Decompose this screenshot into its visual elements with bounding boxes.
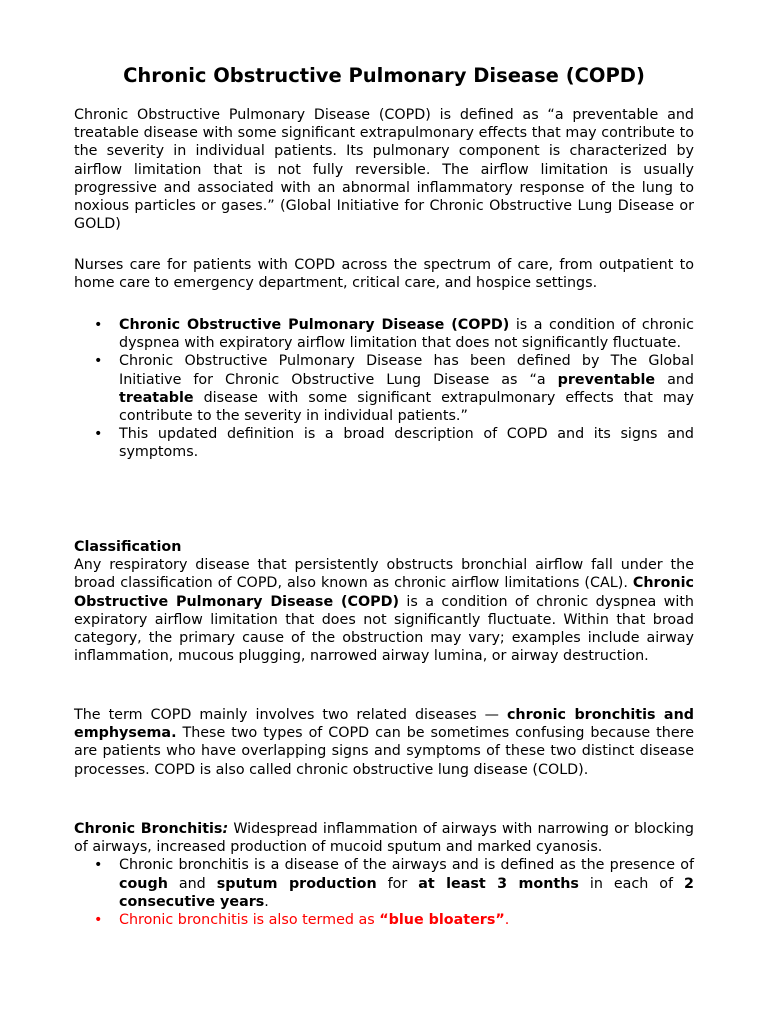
list-item-text: in each of xyxy=(578,875,685,892)
chronic-bronchitis-section xyxy=(74,820,694,929)
paragraph-text: Any respiratory disease that persistently obstructs bronchial airflow fall under the broad classification of COPD, also known as chronic airflow limitations (CAL). xyxy=(74,557,694,592)
paragraph-text: is a condition of chronic dyspnea with expiratory airflow limitation that does not significantly fluctuate. Within that broad category, the primary cause of the obstruction may vary; examples include airway inflammation, mucous plugging, narrowed airway lumina, or airway destruction. xyxy=(74,593,694,665)
bullet-icon: • xyxy=(94,317,103,333)
blue-bloaters-term: “blue bloaters” xyxy=(379,912,505,929)
paragraph-text: The term COPD mainly involves two related diseases — xyxy=(74,707,507,723)
sputum-term: sputum production xyxy=(216,875,377,892)
nurses-paragraph: Nurses care for patients with COPD across the spectrum of care, from outpatient to home care to emergency department, critical care, and hospice settings. xyxy=(74,257,694,292)
cough-term: cough xyxy=(119,875,168,892)
definition-list xyxy=(74,316,694,462)
preventable-term: preventable xyxy=(557,371,656,388)
list-item xyxy=(74,856,694,911)
list-item-text: disease with some significant extrapulmonary effects that may contribute to the severity in individual patients.” xyxy=(119,389,694,425)
years-term: 2 consecutive years xyxy=(119,875,694,910)
list-item-text: This updated definition is a broad description of COPD and its signs and symptoms. xyxy=(119,426,694,461)
page-title: Chronic Obstructive Pulmonary Disease (COPD) xyxy=(123,64,645,87)
classification-section xyxy=(74,538,694,665)
list-item xyxy=(74,316,694,352)
definition-list-block xyxy=(74,316,694,462)
list-item-text: Chronic bronchitis is also termed as xyxy=(119,912,380,929)
bullet-icon: • xyxy=(94,353,103,370)
term-paragraph xyxy=(74,706,694,779)
treatable-term: treatable xyxy=(119,389,194,406)
bronchitis-label: Chronic Bronchitis xyxy=(74,821,223,837)
classification-heading: Classification xyxy=(74,539,182,555)
list-item-text: Chronic Obstructive Pulmonary Disease has been defined by The Global Initiative for Chronic Obstructive Lung Disease as “a xyxy=(119,353,694,388)
list-item-text: is a condition of chronic dyspnea with expiratory airflow limitation that does not significantly fluctuate. xyxy=(119,317,694,352)
paragraph-text: Widespread inflammation of airways with narrowing or blocking of airways, increased production of mucoid sputum and marked cyanosis. xyxy=(74,821,695,856)
list-item-text: . xyxy=(264,893,269,910)
intro-paragraph: Chronic Obstructive Pulmonary Disease (COPD) is defined as “a preventable and treatable disease with some significant extrapulmonary effects that may contribute to the severity in individual patients. Its pulmonary component is characterized by airflow limitation that is not fully reversible. The airflow limitation is usually progressive and associated with an abnormal inflammatory response of the lung to noxious particles or gases.” (Global Initiative for Chronic Obstructive Lung Disease or GOLD) xyxy=(74,107,694,233)
nurses-paragraph-block xyxy=(74,256,694,292)
copd-term: Chronic Obstructive Pulmonary Disease (COPD) xyxy=(74,575,694,610)
bullet-icon: • xyxy=(94,426,103,443)
diseases-term: chronic bronchitis and emphysema. xyxy=(74,707,694,742)
classification-paragraph xyxy=(74,556,694,665)
paragraph-text: These two types of COPD can be sometimes confusing because there are patients who have overlapping signs and symptoms of these two distinct disease processes. COPD is also called chronic obstructive lung disease (COLD). xyxy=(74,725,694,778)
label-colon: : xyxy=(222,821,229,837)
bronchitis-paragraph xyxy=(74,820,694,856)
term-paragraph-block xyxy=(74,706,694,779)
bronchitis-list xyxy=(74,856,694,929)
list-item-text: and xyxy=(167,875,217,892)
list-item xyxy=(74,911,694,929)
list-item-text: . xyxy=(504,912,510,929)
bullet-icon: • xyxy=(94,857,103,874)
copd-term: Chronic Obstructive Pulmonary Disease (COPD) xyxy=(119,317,510,333)
duration-term: at least 3 months xyxy=(418,875,579,892)
bullet-icon: • xyxy=(94,912,103,929)
list-item-text: Chronic bronchitis is a disease of the airways and is defined as the presence of xyxy=(119,857,694,874)
list-item-text: for xyxy=(376,875,419,892)
list-item-text: and xyxy=(655,371,694,388)
list-item xyxy=(74,425,694,461)
list-item xyxy=(74,352,694,425)
intro-paragraph-block xyxy=(74,106,694,233)
